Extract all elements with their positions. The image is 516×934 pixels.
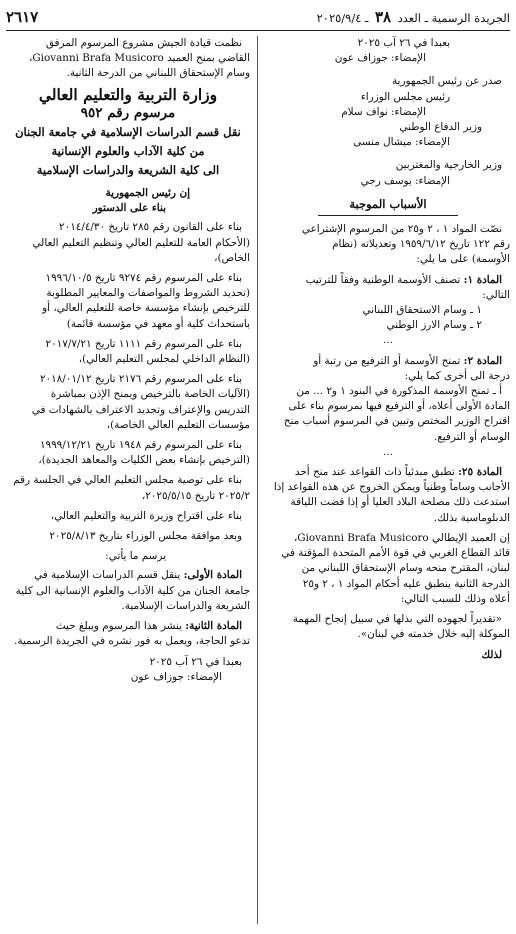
article-second-label: المادة الثانية:: [185, 620, 242, 633]
basis-line: ٢٠٢٥/٢ تاريخ ٢٠٢٥/٥/١٥،: [141, 489, 250, 502]
article-2: [266, 354, 510, 460]
left-sign-president: الإمضاء: جوزاف عون: [130, 670, 222, 683]
article-25-line: الأجانب وساماً وطنياً ويمكن الخروج عن هذه القواعد إذا: [273, 481, 510, 494]
article-2-line: أ ـ تمنح الأوسمة المذكورة في البنود ١ و٢ ... من: [296, 385, 502, 398]
article-25-text: تطبق مبدئياً ذات القواعد عند منح أحد: [294, 466, 455, 479]
article-second: [6, 619, 250, 649]
basis-line: بناء على توصية مجلس التعليم العالي في الجلسة رقم: [13, 474, 242, 487]
article-first-first-line: [6, 568, 250, 583]
quote-line: «تقديراً لجهوده التي بذلها في سبيل إنجاح المهمة: [292, 612, 502, 625]
article-2-ellipsis: ...: [383, 445, 393, 458]
general-line: الدرجة الثانية ينطبق عليه أحكام المواد ١ ، ٢ و٢٥: [302, 577, 510, 590]
article-first: [6, 568, 250, 614]
basis-line: للترخيص بإنشاء مؤسسة خاصة للتعليم العالي، أو: [42, 302, 250, 315]
closing-word: لذلك: [481, 649, 502, 662]
header-title-group: [317, 8, 510, 26]
president-line: إن رئيس الجمهورية: [105, 187, 190, 200]
article-2-line: المادة الأولى أعلاه، أو الترفيع فيها بمرسوم بناء على: [288, 400, 510, 413]
basis-line: باستحداث كلية أو معهد في مؤسسة قائمة): [66, 317, 250, 330]
general-line: أعلاه وذلك للسبب التالي:: [400, 592, 510, 605]
article-25-first-line: [266, 465, 510, 480]
article-second-line: تدعو الحاجة، ويعمل به فور نشره في الجريدة الرسمية.: [14, 635, 250, 648]
pm-sign: الإمضاء: نواف سلام: [341, 105, 426, 118]
basis-line: الخاص)،: [214, 251, 250, 264]
reasons-intro-line: رقم ١٢٢ تاريخ ١٩٥٩/٦/١٢ وتعديلاته (نظام: [332, 238, 510, 251]
basis-6: [6, 473, 250, 503]
decree-subject-line: من كلية الآداب والعلوم الإنسانية: [51, 144, 205, 159]
quote-line: الموكلة إليه خلال خدمته في لبنان».: [357, 628, 510, 641]
gazette-title: الجريدة الرسمية ـ العدد: [397, 11, 510, 25]
article-25: [266, 465, 510, 526]
decree-subject: [6, 123, 250, 180]
article-1-ellipsis: ...: [383, 334, 393, 347]
article-2-label: المادة ٢:: [463, 354, 502, 367]
basis-line: بناء على المرسوم رقم ٩٢٧٤ تاريخ ١٩٩٦/١٠/٥: [45, 272, 242, 285]
basis-8: [6, 529, 250, 544]
basis-4: [6, 372, 250, 433]
reasons-title: الأسباب الموجبة: [318, 197, 458, 216]
foreign-sign: الإمضاء: يوسف رجي: [360, 174, 450, 187]
article-1-label: المادة ١:: [463, 273, 502, 286]
page-number: ٢٦١٧: [6, 8, 39, 26]
basis-line: التدريس والإعتراف وتجديد الاعتراف بالشهادات في: [31, 403, 250, 416]
basis-7: [6, 509, 250, 524]
basis-line: مؤسسات التعليم العالي الخاصة)،: [106, 418, 250, 431]
quote-paragraph: [266, 612, 510, 642]
foreign-title: وزير الخارجية والمغتربين: [395, 159, 502, 172]
issue-date: ـ ٢٠٢٥/٩/٤: [316, 11, 369, 25]
general-paragraph: [266, 531, 510, 607]
left-intro-line: نظمت قيادة الجيش مشروع المرسوم المرفق: [45, 37, 242, 49]
left-intro-line: وسام الإستحقاق اللبناني من الدرجة الثانية.: [66, 67, 250, 80]
basis-line: (الترخيص بإنشاء بعض الكليات والمعاهد الجديدة)،: [38, 454, 250, 467]
reasons-intro-line: نصّت المواد ١ ، ٢ و٢٥ من المرسوم الإشتراعي: [301, 223, 502, 236]
article-2-text: تمنح الأوسمة أو الترفيع من رتبة أو: [313, 354, 461, 367]
basis-line: بناء على المرسوم رقم ٢١٧٦ تاريخ ٢٠١٨/٠١/١٢: [39, 373, 242, 386]
article-25-label: المادة ٢٥:: [458, 466, 502, 479]
article-second-first-line: [6, 619, 250, 634]
decree-subject-line: نقل قسم الدراسات الإسلامية في جامعة الجنان: [15, 125, 241, 140]
article-1-item: ١ ـ وسام الاستحقاق اللبناني: [362, 304, 482, 317]
article-1-text: تصنف الأوسمة الوطنية وفقاً للترتيب: [305, 273, 461, 286]
article-25-line: استدعت ذلك مصلحة البلاد العليا أو إذا قضت اللياقة: [290, 496, 510, 509]
article-25-line: الدبلوماسية بذلك.: [433, 511, 510, 524]
basis-line: بناء على القانون رقم ٢٨٥ تاريخ ٢٠١٤/٤/٣٠: [59, 221, 242, 234]
decrees-line: يرسم ما يأتي:: [105, 550, 166, 563]
article-1-item: ٢ ـ وسام الارز الوطني: [386, 319, 482, 332]
article-second-text: ينشر هذا المرسوم ويبلغ حيث: [55, 620, 182, 633]
defense-title: وزير الدفاع الوطني: [399, 121, 482, 134]
basis-line: (الأحكام العامة للتعليم العالي وتنظيم التعليم العالي: [32, 236, 250, 249]
article-1-first-line: [266, 273, 510, 288]
basis-line: (الآليات الخاصة بالترخيص ويمنح الإذن بمباشرة: [50, 388, 250, 401]
basis-1: [6, 220, 250, 266]
article-first-text: ينقل قسم الدراسات الإسلامية في: [34, 569, 181, 582]
basis-line: (تحديد الشروط والمواصفات والمعايير المطلوبة: [46, 287, 250, 300]
reasons-intro-line: الأوسمة) على ما يلي:: [416, 253, 510, 266]
sign-date: بعبدا في ٢٦ آب ٢٠٢٥: [357, 37, 450, 49]
sign-president: الإمضاء: جوزاف عون: [334, 52, 426, 65]
general-line: لبنان، المقترح منحه وسام الإستحقاق اللبناني من: [301, 562, 510, 575]
article-first-line: الشريعة والدراسات الإسلامية.: [121, 599, 250, 612]
constitution-line: بناء على الدستور: [92, 202, 166, 215]
article-2-line: درجة الى أخرى كما يلي:: [404, 369, 510, 382]
basis-line: بناء على المرسوم رقم ١٩٤٨ تاريخ ١٩٩٩/١٢/٢١: [39, 439, 242, 452]
ministry-title: وزارة التربية والتعليم العالي: [38, 84, 218, 104]
basis-2: [6, 271, 250, 332]
left-intro: [6, 36, 250, 82]
reasons-intro: [266, 222, 510, 268]
right-column: [266, 36, 510, 930]
pm-title: رئيس مجلس الوزراء: [360, 90, 450, 103]
article-first-label: المادة الأولى:: [183, 569, 242, 582]
issued-by: صدر عن رئيس الجمهورية: [391, 75, 502, 88]
article-2-line: اقتراح الوزير المختص وتبين في المرسوم أسباب منح: [283, 415, 510, 428]
defense-sign: الإمضاء: ميشال منسى: [353, 136, 450, 149]
basis-line: (النظام الداخلي لمجلس التعليم العالي)،: [78, 353, 250, 366]
issue-number: ٣٨: [374, 8, 392, 26]
article-2-line: الوسام أو الترفيع.: [433, 430, 510, 443]
left-intro-line: القاضي بمنح العميد Giovanni Brafa Musicoro،: [28, 52, 250, 65]
article-first-line: جامعة الجنان من كلية الآداب والعلوم الإنسانية الى كلية: [15, 584, 250, 597]
basis-line: وبعد موافقة مجلس الوزراء بتاريخ ٢٠٢٥/٨/١٣: [49, 530, 242, 543]
basis-3: [6, 337, 250, 367]
basis-5: [6, 438, 250, 468]
article-2-first-line: [266, 354, 510, 369]
general-line: إن العميد الإيطالي Giovanni Brafa Musicoro،: [293, 531, 510, 544]
general-line: قائد القطاع الغربي في قوة الأمم المتحدة المؤقتة في: [281, 547, 510, 560]
page-header: [6, 4, 510, 31]
decree-number: مرسوم رقم ٩٥٢: [80, 104, 176, 121]
left-sign-date: بعبدا في ٢٦ آب ٢٠٢٥: [149, 655, 242, 668]
article-1-line: التالي:: [482, 288, 510, 301]
basis-line: بناء على اقتراح وزيرة التربية والتعليم العالي،: [50, 509, 242, 522]
decree-subject-line: الى كلية الشريعة والدراسات الإسلامية: [36, 163, 220, 178]
basis-line: بناء على المرسوم رقم ١١١١ تاريخ ٢٠١٧/٧/٢١: [45, 337, 242, 350]
left-column: [6, 36, 250, 930]
article-1: [266, 273, 510, 349]
column-divider: [257, 36, 258, 924]
